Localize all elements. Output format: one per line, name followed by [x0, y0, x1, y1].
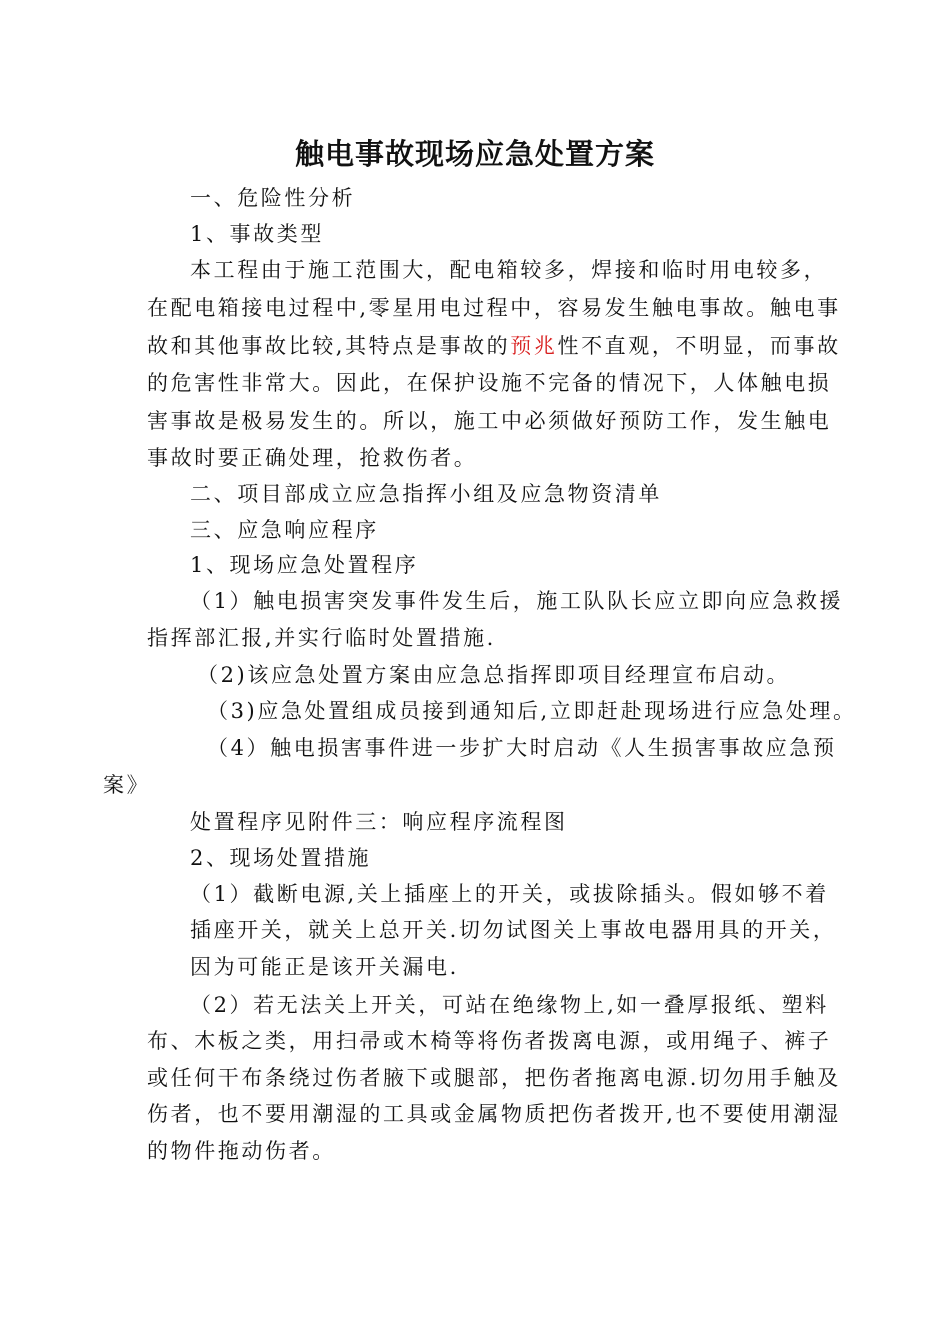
list-item-line: （4）触电损害事件进一步扩大时启动《人生损害事故应急预 — [207, 736, 837, 760]
subsection-heading: 2、现场处置措施 — [190, 846, 372, 870]
section-heading: 三、应急响应程序 — [190, 518, 379, 542]
paragraph-line: 的危害性非常大。因此，在保护设施不完备的情况下，人体触电损 — [147, 371, 832, 395]
list-item-line: 案》 — [103, 773, 151, 797]
list-item-line: （3)应急处置组成员接到通知后,立即赶赴现场进行应急处理。 — [207, 699, 857, 723]
list-item-line: （2）若无法关上开关，可站在绝缘物上,如一叠厚报纸、塑料 — [190, 993, 829, 1017]
section-heading: 一、危险性分析 — [190, 186, 356, 210]
document-title: 触电事故现场应急处置方案 — [294, 137, 655, 171]
paragraph-line — [147, 336, 841, 357]
annex-reference: 处置程序见附件三：响应程序流程图 — [190, 810, 568, 834]
list-item-line: 伤者，也不要用潮湿的工具或金属物质把伤者拨开,也不要使用潮湿 — [147, 1102, 841, 1126]
list-item-line: 或任何干布条绕过伤者腋下或腿部，把伤者拖离电源.切勿用手触及 — [147, 1066, 841, 1090]
paragraph-line: 害事故是极易发生的。所以，施工中必须做好预防工作，发生触电 — [147, 409, 832, 433]
paragraph-line: 在配电箱接电过程中,零星用电过程中，容易发生触电事故。触电事 — [147, 296, 841, 320]
list-item-line: 的物件拖动伤者。 — [147, 1139, 336, 1163]
paragraph-line: 本工程由于施工范围大，配电箱较多，焊接和临时用电较多， — [190, 258, 828, 282]
paragraph-text: 故和其他事故比较,其特点是事故的 — [147, 334, 511, 358]
section-heading: 二、项目部成立应急指挥小组及应急物资清单 — [190, 482, 662, 506]
highlighted-text: 预兆 — [510, 334, 558, 358]
list-item-line: （1）触电损害突发事件发生后，施工队队长应立即向应急救援 — [190, 589, 844, 613]
paragraph-line: 事故时要正确处理，抢救伤者。 — [147, 446, 478, 470]
list-item-line: （2)该应急处置方案由应急总指挥即项目经理宣布启动。 — [197, 663, 791, 687]
paragraph-text: 性不直观，不明显，而事故 — [557, 334, 841, 358]
list-item-line: 指挥部汇报,并实行临时处置措施. — [147, 626, 496, 650]
list-item-line: 插座开关，就关上总开关.切勿试图关上事故电器用具的开关， — [190, 918, 837, 942]
list-item-line: 因为可能正是该开关漏电. — [190, 955, 459, 979]
list-item-line: （1）截断电源,关上插座上的开关，或拔除插头。假如够不着 — [190, 882, 829, 906]
subsection-heading: 1、现场应急处置程序 — [190, 553, 419, 577]
list-item-line: 布、木板之类，用扫帚或木椅等将伤者拨离电源，或用绳子、裤子 — [147, 1029, 832, 1053]
subsection-heading: 1、事故类型 — [190, 222, 324, 246]
